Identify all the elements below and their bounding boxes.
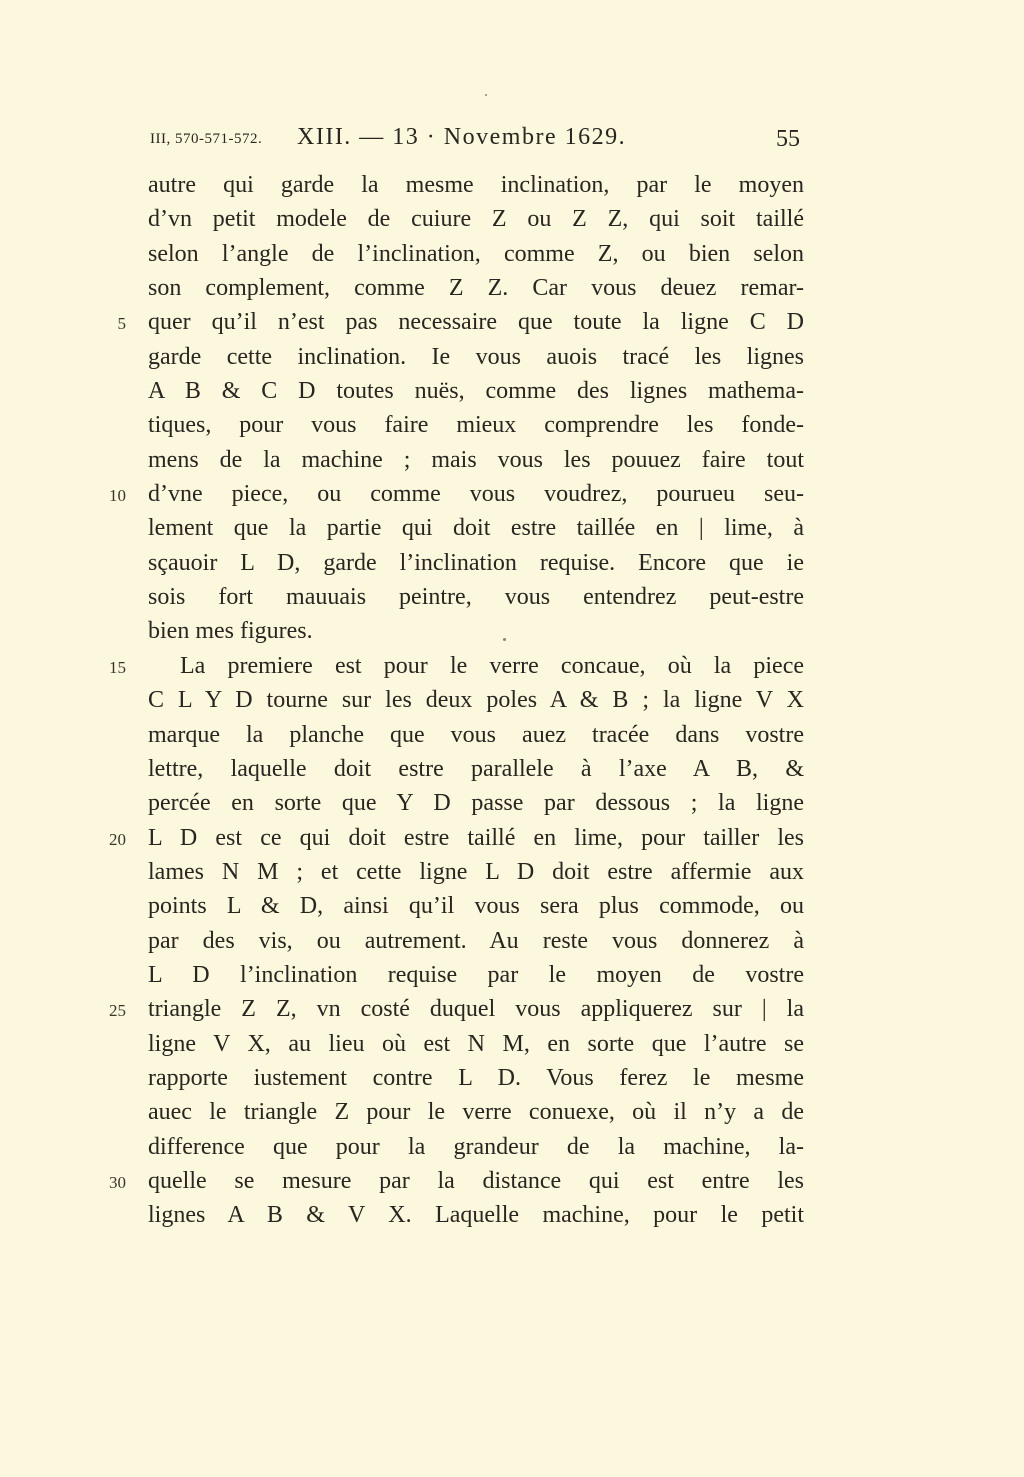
text-line: quelle se mesure par la distance qui est entre les: [148, 1167, 804, 1194]
text-line: L D l’inclination requise par le moyen de vostre: [148, 961, 804, 988]
text-line: marque la planche que vous auez tracée dans vostre: [148, 721, 804, 748]
text-line: lettre, laquelle doit estre parallele à l’axe A B, &: [148, 755, 804, 782]
text-line: tiques, pour vous faire mieux comprendre les fonde-: [148, 412, 804, 439]
text-line: A B & C D toutes nuës, comme des lignes mathema-: [148, 378, 804, 405]
text-line: garde cette inclination. Ie vous auois tracé les lignes: [148, 343, 804, 370]
text-line: d’vn petit modele de cuiure Z ou Z Z, qui soit taillé: [148, 206, 804, 233]
letter-title: XIII. — 13 · Novembre 1629.: [297, 124, 627, 150]
letter-body: [148, 168, 804, 1233]
text-line: points L & D, ainsi qu’il vous sera plus commode, ou: [148, 893, 804, 920]
text-line: lignes A B & V X. Laquelle machine, pour le petit: [148, 1202, 804, 1229]
page-number: 55: [776, 126, 800, 152]
line-number: 15: [109, 657, 126, 677]
scan-speck: [503, 638, 506, 641]
line-number: 5: [117, 314, 126, 334]
scan-speck: [485, 94, 487, 96]
text-line: son complement, comme Z Z. Car vous deuez remar-: [148, 275, 804, 302]
text-line: lement que la partie qui doit estre taillée en | lime, à: [148, 515, 804, 542]
line-number: 20: [109, 829, 126, 849]
line-number: 30: [109, 1173, 126, 1193]
text-line: difference que pour la grandeur de la machine, la-: [148, 1133, 804, 1160]
text-line: triangle Z Z, vn costé duquel vous appliquerez sur | la: [148, 996, 804, 1023]
line-number: 25: [109, 1001, 126, 1021]
text-line: sçauoir L D, garde l’inclination requise. Encore que ie: [148, 549, 804, 576]
text-line: autre qui garde la mesme inclination, par le moyen: [148, 172, 804, 198]
running-header: [150, 124, 800, 156]
text-line: bien mes figures.: [148, 618, 313, 645]
text-line: sois fort mauuais peintre, vous entendrez peut-estre: [148, 584, 804, 611]
text-line: La premiere est pour le verre concaue, où la piece: [180, 652, 804, 679]
text-line: percée en sorte que Y D passe par dessous ; la ligne: [148, 790, 804, 817]
text-line: par des vis, ou autrement. Au reste vous donnerez à: [148, 927, 804, 954]
text-line: auec le triangle Z pour le verre conuexe, où il n’y a de: [148, 1099, 804, 1126]
text-line: quer qu’il n’est pas necessaire que toute la ligne C D: [148, 309, 804, 336]
text-line: rapporte iustement contre L D. Vous ferez le mesme: [148, 1064, 804, 1091]
line-number: 10: [109, 486, 126, 506]
text-line: mens de la machine ; mais vous les pouuez faire tout: [148, 446, 804, 473]
text-line: d’vne piece, ou comme vous voudrez, pourueu seu-: [148, 481, 804, 508]
text-line: L D est ce qui doit estre taillé en lime, pour tailler les: [148, 824, 804, 851]
volume-reference: III, 570-571-572.: [150, 131, 263, 147]
text-line: C L Y D tourne sur les deux poles A & B ; la ligne V X: [148, 687, 804, 714]
text-line: lames N M ; et cette ligne L D doit estre affermie aux: [148, 858, 804, 885]
text-line: selon l’angle de l’inclination, comme Z, ou bien selon: [148, 240, 804, 267]
text-line: ligne V X, au lieu où est N M, en sorte que l’autre se: [148, 1030, 804, 1057]
